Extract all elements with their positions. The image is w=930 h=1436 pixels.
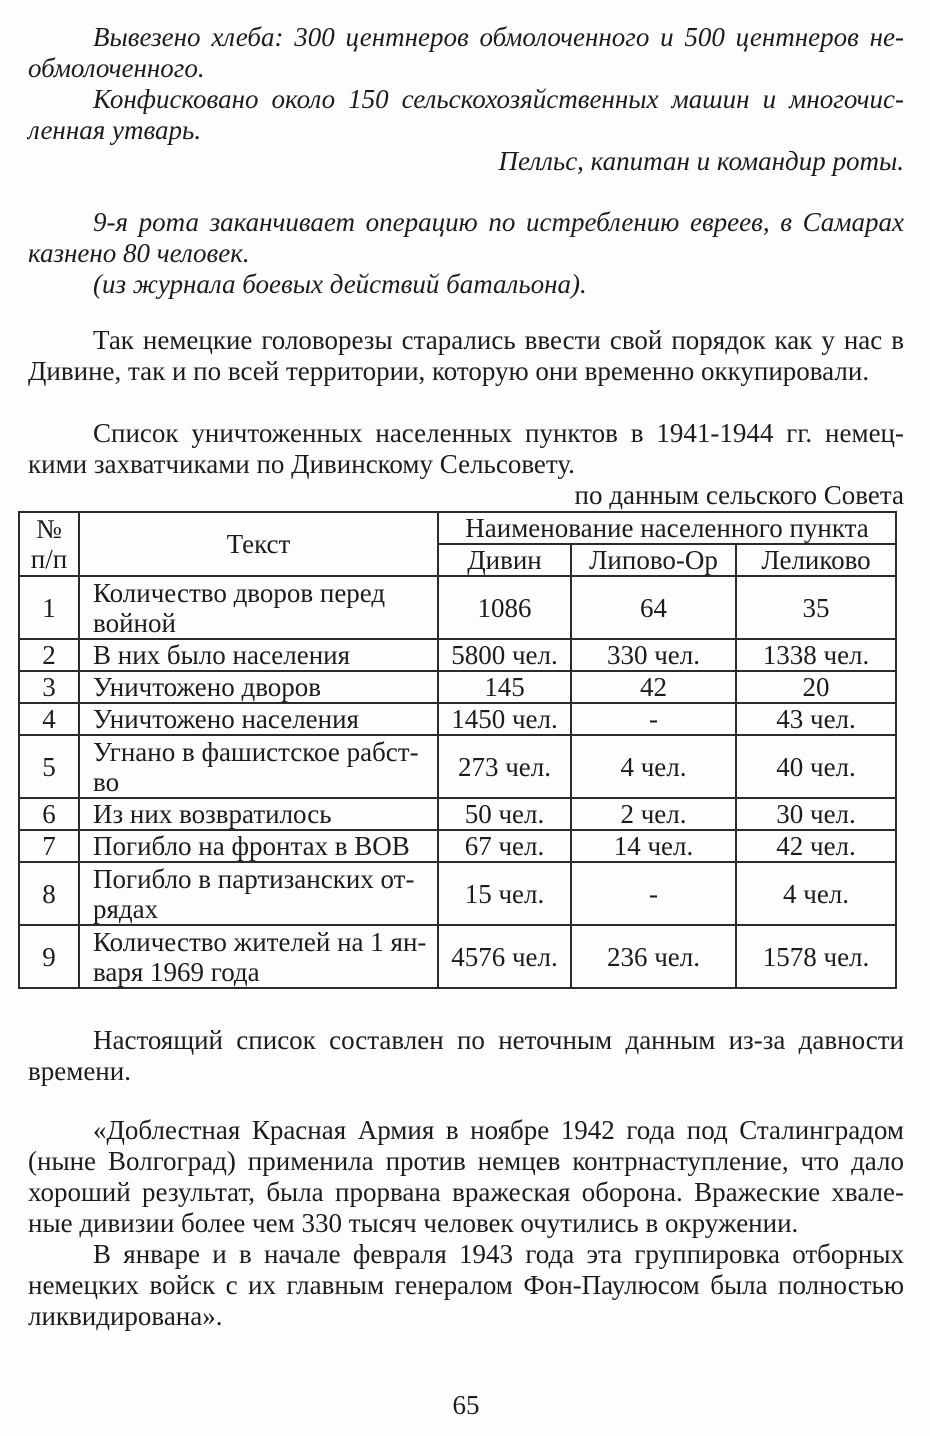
table-cell-divin: 50 чел.	[438, 798, 571, 830]
journal-note-line: (из журнала боевых действий батальона).	[93, 269, 587, 299]
table-cell-num: 9	[19, 925, 79, 988]
table-cell-lipovo: 236 чел.	[571, 925, 736, 988]
header-num-top: №	[36, 514, 62, 544]
header-num-bottom: п/п	[30, 544, 68, 574]
table-cell-num: 1	[19, 576, 79, 639]
table-cell-lipovo: 42	[571, 671, 736, 703]
table-cell-num: 8	[19, 862, 79, 925]
table-cell-lelikovo: 40 чел.	[736, 735, 896, 798]
table-cell-text: Уничтожено населения	[79, 703, 438, 735]
table-cell-num: 6	[19, 798, 79, 830]
table-cell-num: 2	[19, 639, 79, 671]
table-cell-divin: 1450 чел.	[438, 703, 571, 735]
list-title-paragraph: Список уничтоженных населенных пунктов в 1941-1944 гг. немец-кими захватчиками по Дивинскому Сельсовету.	[28, 418, 904, 479]
table-cell-text: В них было населения	[79, 639, 438, 671]
table-cell-lelikovo: 4 чел.	[736, 862, 896, 925]
table-cell-divin: 1086	[438, 576, 571, 639]
table-cell-text: Погибло на фронтах в ВОВ	[79, 830, 438, 862]
table-cell-text: Количество дворов перед войной	[79, 576, 438, 639]
table-cell-divin: 15 чел.	[438, 862, 571, 925]
table-cell-lipovo: 330 чел.	[571, 639, 736, 671]
table-cell-divin: 145	[438, 671, 571, 703]
table-cell-num: 4	[19, 703, 79, 735]
table-cell-divin: 4576 чел.	[438, 925, 571, 988]
table-row	[19, 639, 896, 671]
header-settlement-group-cell: Наименование населенного пункта	[438, 512, 896, 544]
page-number: 65	[452, 1390, 480, 1420]
table-cell-lipovo: -	[571, 703, 736, 735]
table-cell-text: Из них возвратилось	[79, 798, 438, 830]
table-header-row-1	[19, 512, 896, 544]
table-cell-divin: 67 чел.	[438, 830, 571, 862]
table-row	[19, 798, 896, 830]
table-cell-lelikovo: 20	[736, 671, 896, 703]
table-cell-lipovo: 14 чел.	[571, 830, 736, 862]
table-row	[19, 576, 896, 639]
table-row	[19, 925, 896, 988]
table-cell-lipovo: 64	[571, 576, 736, 639]
table-source-line: по данным сельского Совета	[574, 480, 904, 510]
table-cell-lelikovo: 42 чел.	[736, 830, 896, 862]
header-settlement-divin: Дивин	[438, 544, 571, 576]
table-cell-text: Погибло в партизанских от-рядах	[79, 862, 438, 925]
table-row	[19, 671, 896, 703]
quote-grain-paragraph: Вывезено хлеба: 300 центнеров обмолоченного и 500 центнеров не-обмолоченного.	[28, 22, 904, 83]
table-cell-num: 7	[19, 830, 79, 862]
destroyed-settlements-table	[18, 511, 897, 989]
table-cell-lipovo: 2 чел.	[571, 798, 736, 830]
table-cell-lelikovo: 30 чел.	[736, 798, 896, 830]
table-row	[19, 735, 896, 798]
table-cell-num: 3	[19, 671, 79, 703]
stalingrad-paragraph-2: В январе и в начале февраля 1943 года эта группировка отборных немецких войск с их главным генералом Фон-Паулюсом была полностью ликвидирована».	[28, 1239, 904, 1331]
table-cell-lelikovo: 43 чел.	[736, 703, 896, 735]
table-cell-lelikovo: 1578 чел.	[736, 925, 896, 988]
header-settlement-lipovo: Липово-Ор	[571, 544, 736, 576]
table-row	[19, 862, 896, 925]
table-cell-lelikovo: 1338 чел.	[736, 639, 896, 671]
header-text-cell: Текст	[79, 512, 438, 576]
table-cell-text: Угнано в фашистское рабст-во	[79, 735, 438, 798]
header-num-cell	[19, 512, 79, 576]
quote-confiscated-paragraph: Конфисковано около 150 сельскохозяйственных машин и многочис-ленная утварь.	[28, 84, 904, 145]
table-cell-text: Количество жителей на 1 ян-варя 1969 года	[79, 925, 438, 988]
stalingrad-paragraph-1: «Доблестная Красная Армия в ноябре 1942 года под Сталинградом (ныне Волгоград) применила против немцев контрнаступление, что дало хороший результат, была прорвана вражеская оборона. Вражеские хвале-ные дивизии более чем 330 тысяч человек очутились в окружении.	[28, 1115, 904, 1238]
header-settlement-lelikovo: Леликово	[736, 544, 896, 576]
table-cell-lelikovo: 35	[736, 576, 896, 639]
table-cell-divin: 273 чел.	[438, 735, 571, 798]
table-cell-text: Уничтожено дворов	[79, 671, 438, 703]
quote-company-paragraph: 9-я рота заканчивает операцию по истреблению евреев, в Самарах казнено 80 человек.	[28, 207, 904, 268]
quote-signature-line: Пелльс, капитан и командир роты.	[498, 146, 904, 176]
table-cell-lipovo: 4 чел.	[571, 735, 736, 798]
table-row	[19, 703, 896, 735]
note-paragraph: Настоящий список составлен по неточным данным из-за давности времени.	[28, 1025, 904, 1086]
table-cell-num: 5	[19, 735, 79, 798]
table-row	[19, 830, 896, 862]
table-cell-divin: 5800 чел.	[438, 639, 571, 671]
intro-paragraph: Так немецкие головорезы старались ввести свой порядок как у нас в Дивине, так и по всей территории, которую они временно оккупировали.	[28, 325, 904, 386]
table-cell-lipovo: -	[571, 862, 736, 925]
